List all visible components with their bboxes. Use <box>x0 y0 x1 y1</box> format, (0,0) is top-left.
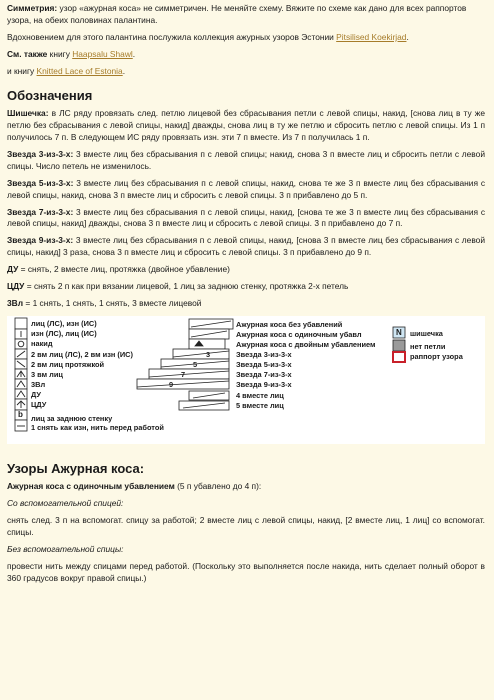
knitted-lace-link[interactable]: Knitted Lace of Estonia <box>36 65 123 76</box>
key-label: 1 снять как изн, нить перед работой <box>31 422 164 432</box>
key-label: нет петли <box>410 341 446 351</box>
chart-key-image <box>7 316 485 444</box>
no-stitch-swatch <box>393 340 405 351</box>
legend-item-star-9 <box>7 235 485 259</box>
legend-term: Звезда 5-из-3-х: <box>7 177 74 188</box>
slip-symbol-box <box>15 420 27 431</box>
legend-title: Обозначения <box>7 87 93 103</box>
key-label: лиц (ЛС), изн (ИС) <box>31 318 97 328</box>
legend-item-star-7 <box>7 207 485 231</box>
stair-number: 7 <box>181 369 186 379</box>
key-label: раппорт узора <box>410 351 463 361</box>
key-label: Звезда 7-из-3-х <box>236 369 292 379</box>
key-label: 2 вм лиц протяжкой <box>31 359 105 369</box>
without-needle-label-paragraph <box>7 544 485 556</box>
legend-text: в ЛС ряду провязать след. петлю лицевой без сбрасывания петли с левой спицы, накид, [снова лиц в ту же петлю без сбрасывания с левой спицы, накид] дважды, снова лиц в ту же петлю и сбросить петлю с левой спицы. Из 1 п получилось 7 п. В следующем ИС ряду провязать изн. эти 7 п вместе. Из 7 п получилась 1 п. <box>7 108 485 142</box>
key-label: 4 вместе лиц <box>236 390 284 400</box>
key-label: ЦДУ <box>31 399 47 409</box>
stair-number: 9 <box>169 379 174 389</box>
and-book-paragraph <box>7 66 485 78</box>
legend-text: = 1 снять, 1 снять, 1 снять, 3 вместе лицевой <box>25 298 202 309</box>
legend-item-du <box>7 264 485 276</box>
legend-item-3vl <box>7 298 485 310</box>
symmetry-label: Симметрия: <box>7 3 58 13</box>
key-label: шишечка <box>410 328 443 338</box>
patterns-subtitle <box>7 481 485 493</box>
legend-term: Звезда 9-из-3-х: <box>7 235 74 246</box>
and-book-end: . <box>122 65 126 76</box>
and-book-text: и книгу <box>7 65 35 76</box>
with-needle-text: снять след. 3 п на вспомогат. спицу за работой; 2 вместе лиц с левой спицы, накид, [2 вместе лиц, 1 лиц] со вспомогат. спицы. <box>7 515 485 538</box>
stair-number: 5 <box>193 359 198 369</box>
key-label: Ажурная коса с одиночным убавл <box>236 329 362 339</box>
without-needle-text: провести нить между спицами перед работой. (Поскольку это выполняется после накида, нить сделает полный оборот в 360 градусов вокруг правой спицы.) <box>7 561 485 583</box>
haapsalu-link[interactable]: Haapsalu Shawl <box>72 48 133 59</box>
legend-text: 3 вместе лиц без сбрасывания п с левой спицы, накид, [снова те же 3 п вместе лиц без сбрасывания с левой спицы, накид] дважды, снова 3 п вместе лиц и сбросить с левой спицы. 3 п прибавлено до 7 п. <box>7 206 486 229</box>
repeat-swatch <box>393 352 405 362</box>
legend-item-bobble <box>7 108 485 144</box>
legend-term: Звезда 3-из-3-х: <box>7 148 74 159</box>
inspiration-end: . <box>406 31 409 42</box>
cable-double-dec-box <box>189 339 225 349</box>
see-also-paragraph <box>7 49 485 61</box>
legend-text: = снять, 2 вместе лиц, протяжка (двойное убавление) <box>20 264 230 275</box>
key-label: 3 вм лиц <box>31 369 63 379</box>
key-label: Ажурная коса с двойным убавлением <box>236 339 376 349</box>
symmetry-paragraph <box>7 3 485 27</box>
ktbl-symbol: b <box>18 409 23 419</box>
legend-text: 3 вместе лиц без сбрасывания п с левой спицы, накид, снова те же 3 п вместе лиц без сбрасывания с левой спицы, накид, снова 3 п вместе лиц и сбросить с левой спицы. 3 п прибавлено до 5 п. <box>7 177 486 200</box>
symmetry-text: узор «ажурная коса» не симметричен. Не меняйте схему. Вяжите по схеме как дано для всех раппортов узора, на обеих половинах палантина. <box>7 3 467 25</box>
key-label: Звезда 9-из-3-х <box>236 379 292 389</box>
legend-item-star-5 <box>7 178 485 202</box>
see-also-text: книгу <box>49 48 70 59</box>
legend-text: = снять 2 п как при вязании лицевой, 1 лиц за заднюю стенку, протяжка 2-х петель <box>26 281 349 292</box>
without-needle-label: Без вспомогательной спицы: <box>7 544 124 555</box>
key-label: изн (ЛС), лиц (ИС) <box>31 328 97 338</box>
with-needle-label: Со вспомогательной спицей: <box>7 498 124 509</box>
legend-term: Шишечка: <box>7 108 49 119</box>
key-label: 2 вм лиц (ЛС), 2 вм изн (ИС) <box>31 349 133 359</box>
key-label: Звезда 5-из-3-х <box>236 359 292 369</box>
key-label: 3Вл <box>31 379 46 389</box>
key-label: лиц за заднюю стенку <box>31 413 113 423</box>
key-label: Звезда 3-из-3-х <box>236 349 292 359</box>
patterns-title: Узоры Ажурная коса: <box>7 460 145 476</box>
yo-symbol-box <box>15 339 27 349</box>
pitsilised-link[interactable]: Pitsilised Koekirjad <box>336 31 407 42</box>
legend-term: ДУ <box>7 264 19 275</box>
legend-term: ЦДУ <box>7 281 25 292</box>
legend-item-cdu <box>7 281 485 293</box>
legend-item-star-3 <box>7 149 485 173</box>
key-label: Ажурная коса без убавлений <box>236 319 343 329</box>
see-also-label: См. также <box>7 48 48 59</box>
patterns-subtitle-rest: (5 п убавлено до 4 п): <box>177 481 262 492</box>
knit-symbol-box <box>15 318 27 329</box>
bobble-symbol: N <box>396 327 402 337</box>
see-also-end: . <box>132 48 136 59</box>
legend-text: 3 вместе лиц без сбрасывания п с левой спицы, накид, [снова 3 п вместе лиц без сбрасывания с левой спицы, накид] 3 раза, снова 3 п вместе лиц и сбросить с левой спицы. 3 п прибавлено до 9 п. <box>7 235 486 258</box>
key-label: 5 вместе лиц <box>236 400 284 410</box>
key-label: накид <box>31 338 53 348</box>
stair-number: 3 <box>206 349 211 359</box>
legend-term: 3Вл <box>7 298 24 309</box>
inspiration-text: Вдохновением для этого палантина послужила коллекция ажурных узоров Эстонии <box>7 31 334 42</box>
inspiration-paragraph <box>7 32 485 44</box>
with-needle-label-paragraph <box>7 498 485 510</box>
legend-text: 3 вместе лиц без сбрасывания п с левой спицы; накид, снова 3 п вместе лиц и сбросить петли с левой спицы. Число петель не изменилось. <box>7 148 485 171</box>
key-label: ДУ <box>31 389 41 399</box>
patterns-subtitle-bold: Ажурная коса с одиночным убавлением <box>7 481 175 492</box>
legend-term: Звезда 7-из-3-х: <box>7 206 74 217</box>
